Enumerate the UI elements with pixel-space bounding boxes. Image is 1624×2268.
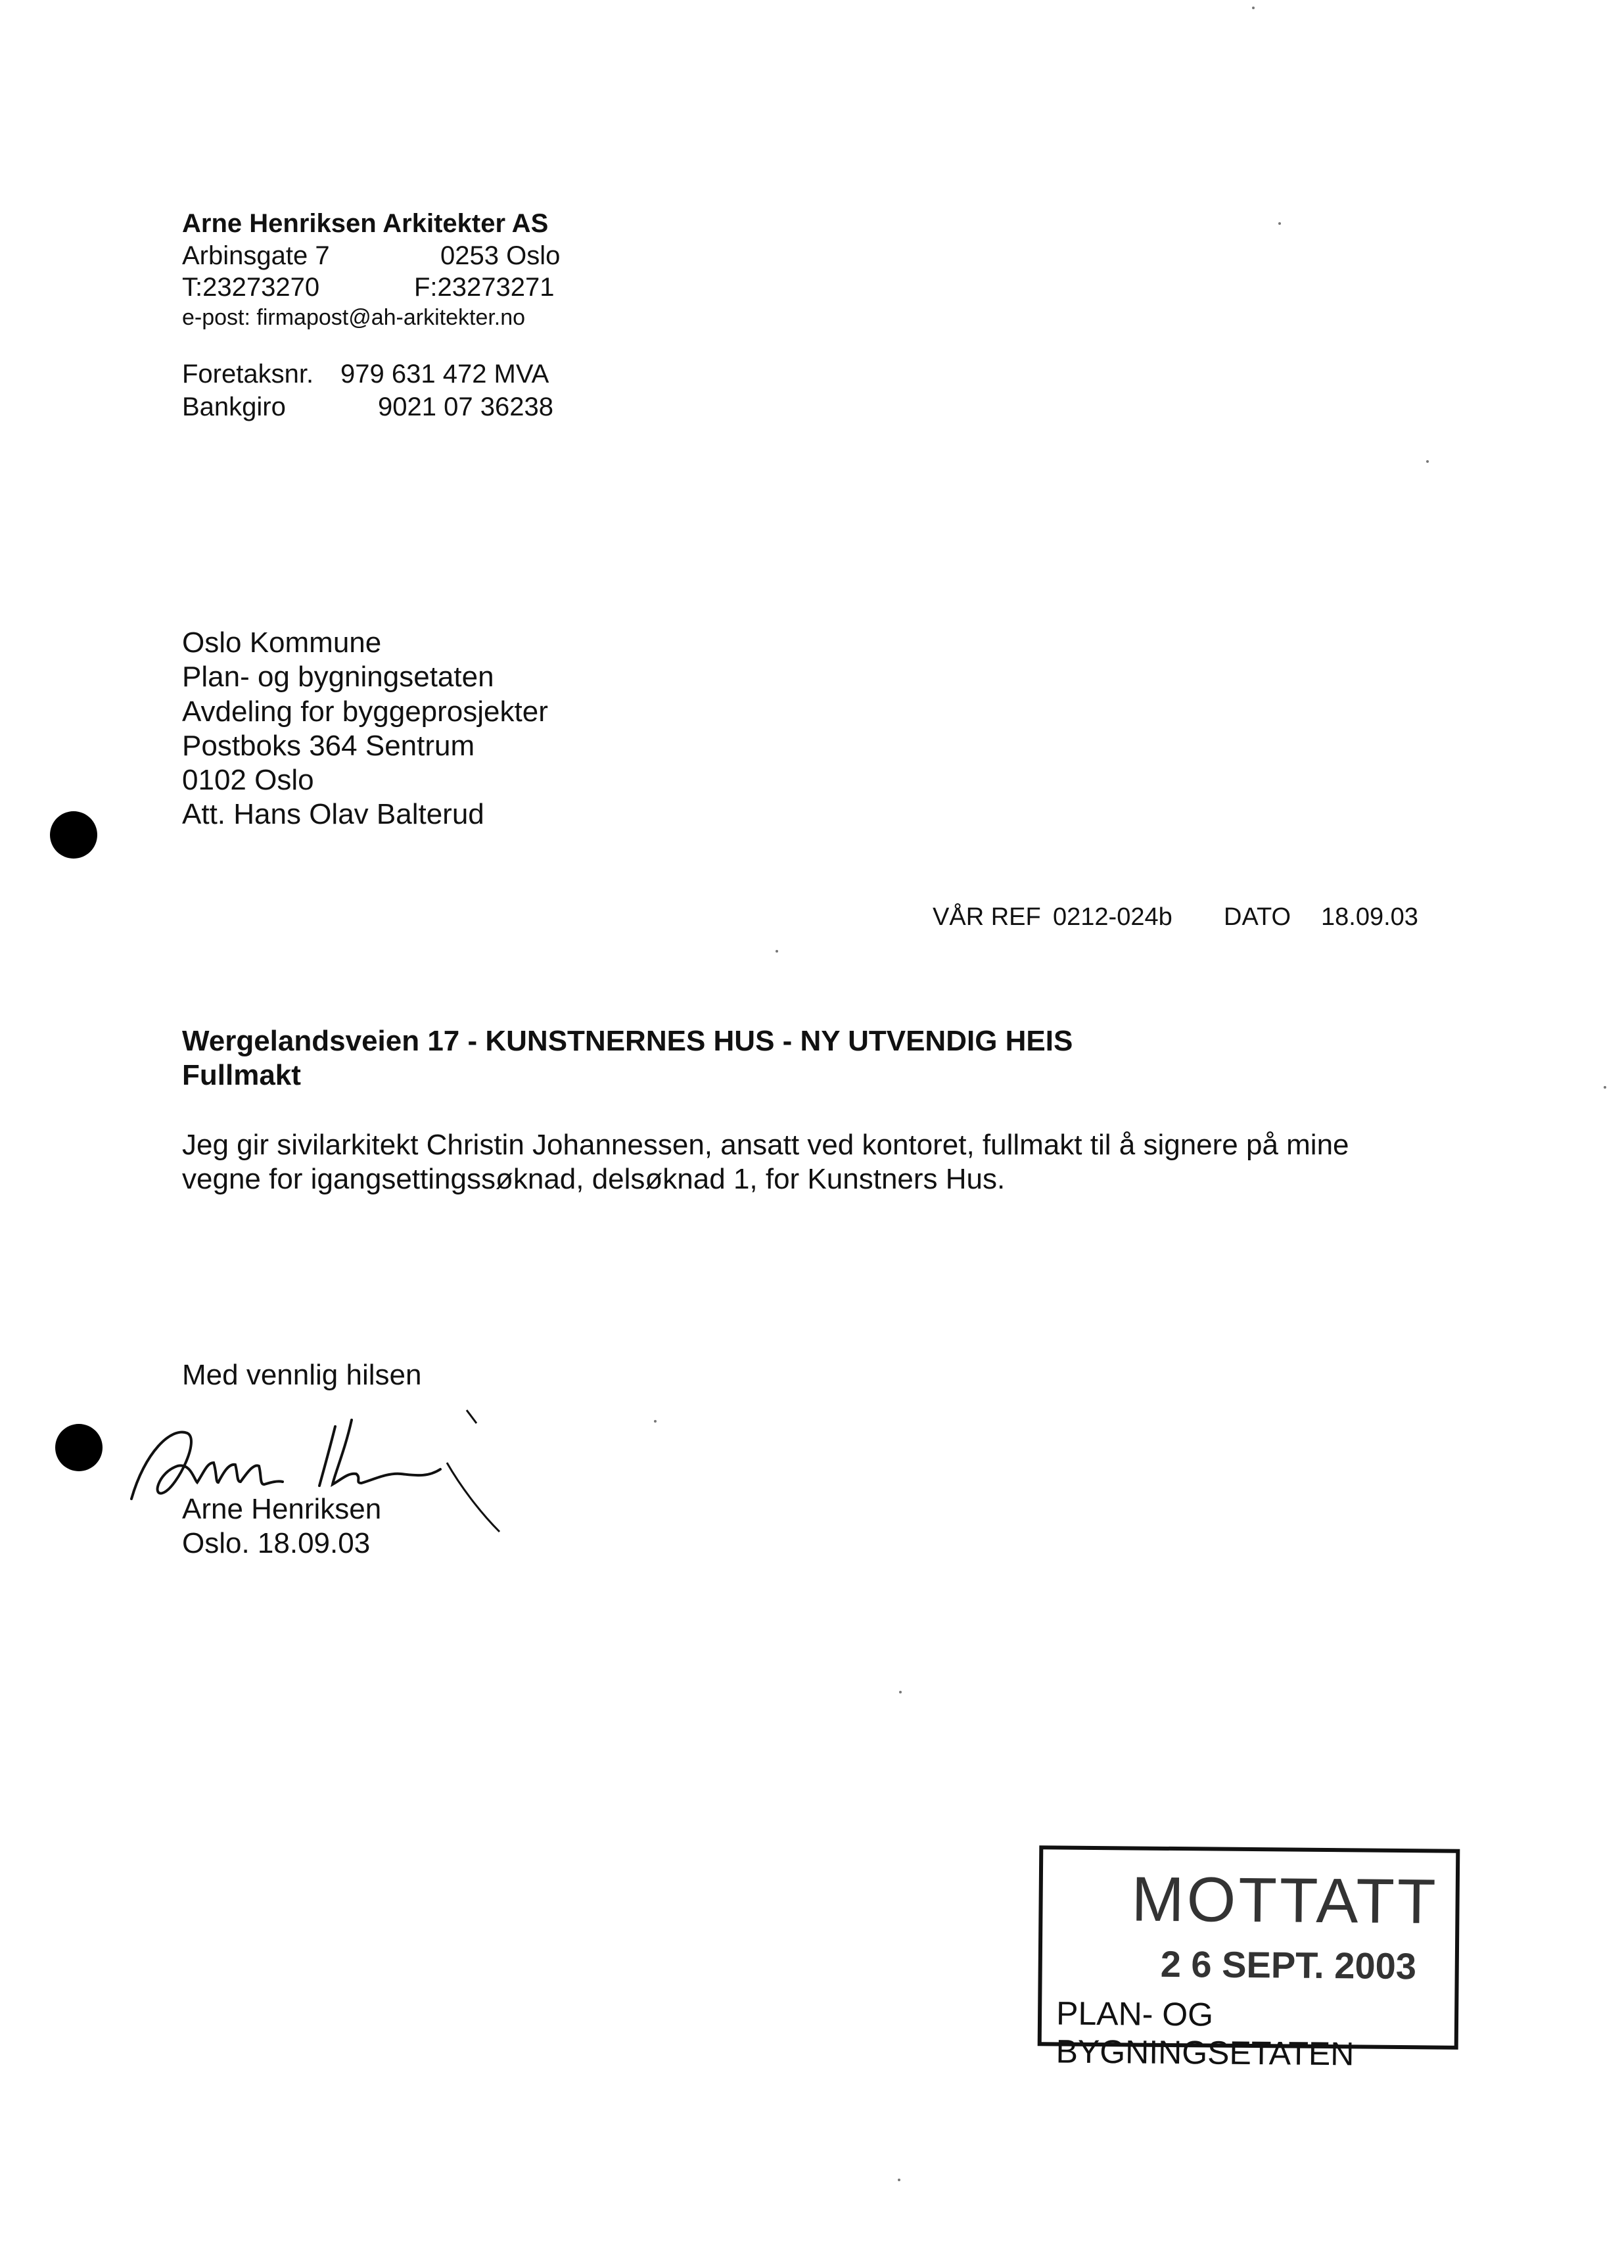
- date-value: 18.09.03: [1321, 903, 1418, 931]
- sender-email: e-post: firmapost@ah-arkitekter.no: [182, 305, 526, 330]
- body-text: vegne for igangsettingssøknad, delsøknad 1, for Kunstners Hus.: [182, 1163, 1006, 1195]
- scan-speck: [1426, 460, 1429, 463]
- closing-greeting: Med vennlig hilsen: [182, 1359, 422, 1391]
- stamp-date: 2 6 SEPT. 2003: [1160, 1943, 1417, 1987]
- place-date: Oslo. 18.09.03: [182, 1527, 371, 1559]
- org-number-value: 979 631 472 MVA: [340, 360, 549, 389]
- reference-value: 0212-024b: [1053, 903, 1172, 931]
- reference-label: VÅR REF: [933, 903, 1041, 931]
- scan-speck: [654, 1420, 657, 1423]
- stamp-title: MOTTATT: [1131, 1864, 1439, 1937]
- subject-line: Wergelandsveien 17 - KUNSTNERNES HUS - NY UTVENDIG HEIS: [182, 1025, 1073, 1057]
- recipient-line: Postboks 364 Sentrum: [182, 730, 475, 762]
- date-label: DATO: [1224, 903, 1291, 931]
- punch-hole: [55, 1424, 103, 1471]
- recipient-line: Avdeling for byggeprosjekter: [182, 696, 548, 728]
- stamp-department: PLAN- OG BYGNINGSETATEN: [1056, 1995, 1355, 2073]
- org-number-label: Foretaksnr.: [182, 360, 314, 389]
- sender-company: Arne Henriksen Arkitekter AS: [182, 209, 549, 238]
- scan-speck: [898, 2179, 900, 2181]
- punch-hole: [50, 811, 97, 859]
- sender-fax: F:23273271: [414, 273, 555, 302]
- scan-speck: [899, 1691, 902, 1693]
- scan-speck: [776, 950, 778, 953]
- bank-label: Bankgiro: [182, 392, 286, 421]
- sender-postcode: 0253 Oslo: [440, 241, 561, 270]
- sender-street: Arbinsgate 7: [182, 241, 330, 270]
- subject-title: Fullmakt: [182, 1059, 301, 1091]
- recipient-line: Att. Hans Olav Balterud: [182, 798, 484, 830]
- received-stamp: [1038, 1845, 1460, 2073]
- bank-value: 9021 07 36238: [378, 392, 553, 421]
- scan-speck: [1278, 222, 1281, 225]
- recipient-line: Oslo Kommune: [182, 626, 382, 659]
- scan-speck: [1252, 7, 1255, 9]
- sender-phone: T:23273270: [182, 273, 320, 302]
- scan-speck: [1604, 1086, 1606, 1089]
- body-text: Jeg gir sivilarkitekt Christin Johannessen, ansatt ved kontoret, fullmakt til å signere på mine: [182, 1129, 1349, 1161]
- signatory-name: Arne Henriksen: [182, 1493, 382, 1525]
- recipient-line: Plan- og bygningsetaten: [182, 661, 494, 693]
- recipient-line: 0102 Oslo: [182, 764, 314, 796]
